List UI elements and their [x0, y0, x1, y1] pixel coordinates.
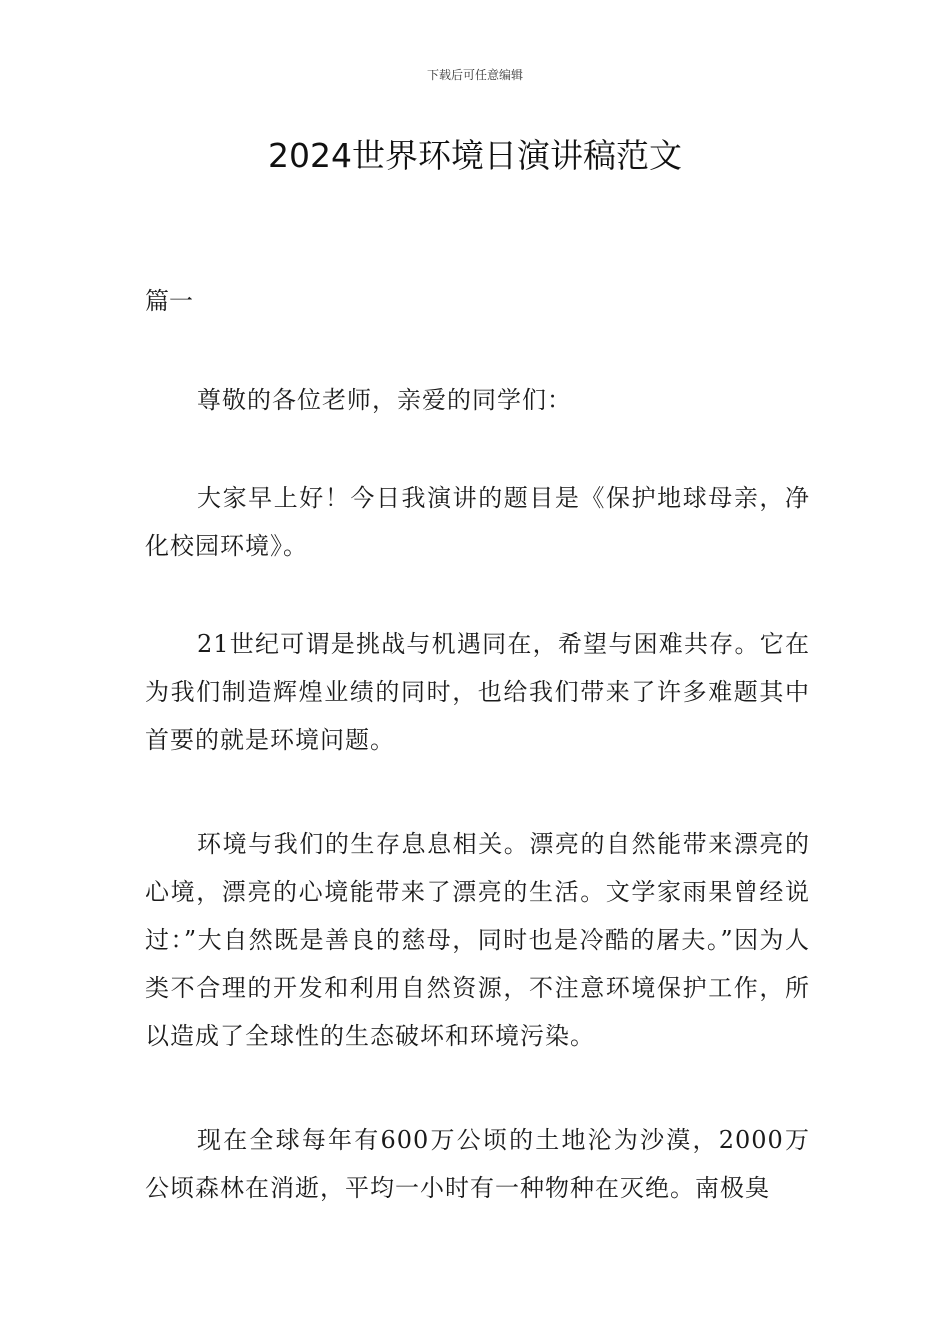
paragraph-greeting: 尊敬的各位老师，亲爱的同学们：: [197, 386, 572, 414]
header-note: 下载后可任意编辑: [426, 68, 523, 82]
paragraph-environment: 环境与我们的生存息息相关。漂亮的自然能带来漂亮的心境，漂亮的心境能带来了漂亮的生活。文学家雨果曾经说过：”大自然既是善良的慈母，同时也是冷酷的屠夫。”因为人类不合理的开发和利用自然资源，不注意环境保护工作，所以造成了全球性的生态破坏和环境污染。: [145, 830, 810, 1050]
paragraph-opening: 大家早上好！今日我演讲的题目是《保护地球母亲，净化校园环境》。: [145, 484, 810, 560]
document-title: 2024世界环境日演讲稿范文: [268, 136, 682, 175]
paragraph-century: 21世纪可谓是挑战与机遇同在，希望与困难共存。它在为我们制造辉煌业绩的同时，也给我们带来了许多难题其中首要的就是环境问题。: [145, 630, 810, 754]
paragraph-statistics: 现在全球每年有600万公顷的土地沦为沙漠，2000万公顷森林在消逝，平均一小时有一种物种在灭绝。南极臭: [145, 1126, 810, 1202]
section-label: 篇一: [145, 287, 193, 315]
